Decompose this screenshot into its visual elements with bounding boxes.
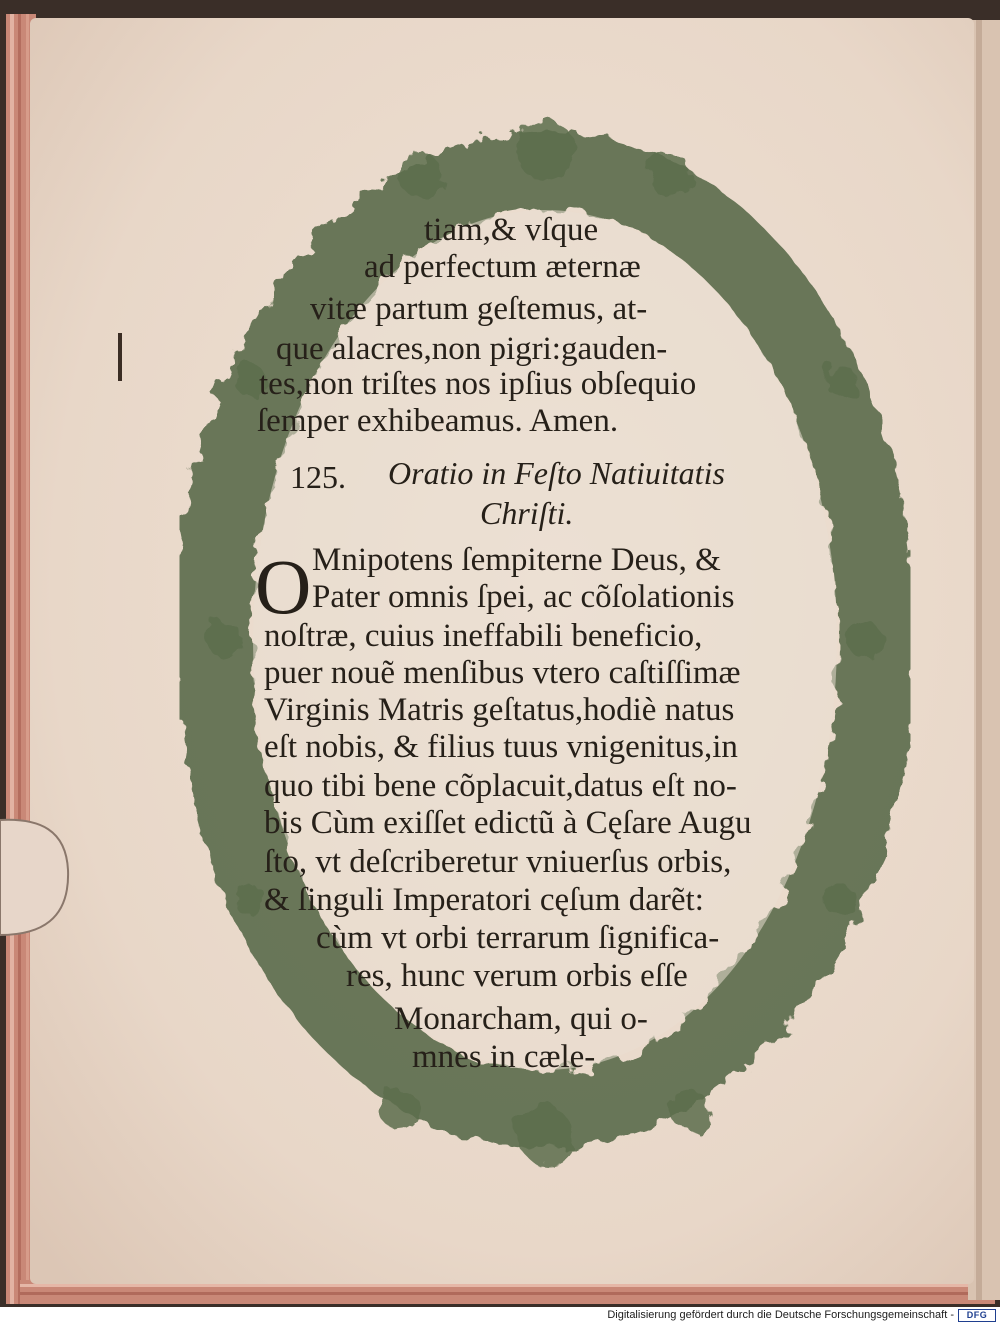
dfg-logo: DFG xyxy=(958,1309,996,1322)
text-line: vitæ partum geſtemus, at- xyxy=(310,291,648,327)
text-line: tes,non triſtes nos ipſius obſequio xyxy=(259,366,697,402)
text-line: ſto, vt deſcriberetur vniuerſus orbis, xyxy=(264,844,732,880)
text-line: Pater omnis ſpei, ac cõſolationis xyxy=(312,579,735,615)
text-line: Mnipotens ſempiterne Deus, & xyxy=(312,542,721,578)
footer-credit: Digitalisierung gefördert durch die Deutsche Forschungsgemeinschaft - xyxy=(607,1309,954,1321)
text-line: cùm vt orbi terrarum ſignifica- xyxy=(316,920,720,956)
text-line: puer nouẽ menſibus vtero caſtiſſimæ xyxy=(264,655,741,691)
text-line: ſemper exhibeamus. Amen. xyxy=(257,403,619,439)
text-line: ad perfectum æternæ xyxy=(364,249,641,285)
text-line: Monarcham, qui o- xyxy=(394,1001,648,1037)
prayer-number: 125. xyxy=(290,459,346,495)
text-line: eſt nobis, & filius tuus vnigenitus,in xyxy=(264,729,738,765)
text-line: tiam,& vſque xyxy=(424,212,599,248)
text-line: Virginis Matris geſtatus,hodiè natus xyxy=(264,692,735,728)
text-line: & ſinguli Imperatori cęſum darẽt: xyxy=(264,882,704,918)
text-line: res, hunc verum orbis eſſe xyxy=(346,958,688,994)
text-line: que alacres,non pigri:gauden- xyxy=(276,331,668,367)
text-line: noſtræ, cuius ineffabili beneficio, xyxy=(264,618,703,654)
prayer-title-line2: Chriſti. xyxy=(480,495,574,531)
text-line: bis Cùm exiſſet edictũ à Cęſare Augu xyxy=(264,805,752,841)
text-line: mnes in cæle- xyxy=(412,1039,596,1075)
prayer-title: Oratio in Feſto Natiuitatis xyxy=(388,455,725,491)
text-line: quo tibi bene cõplacuit,datus eſt no- xyxy=(264,768,737,804)
drop-cap: O xyxy=(255,543,312,630)
